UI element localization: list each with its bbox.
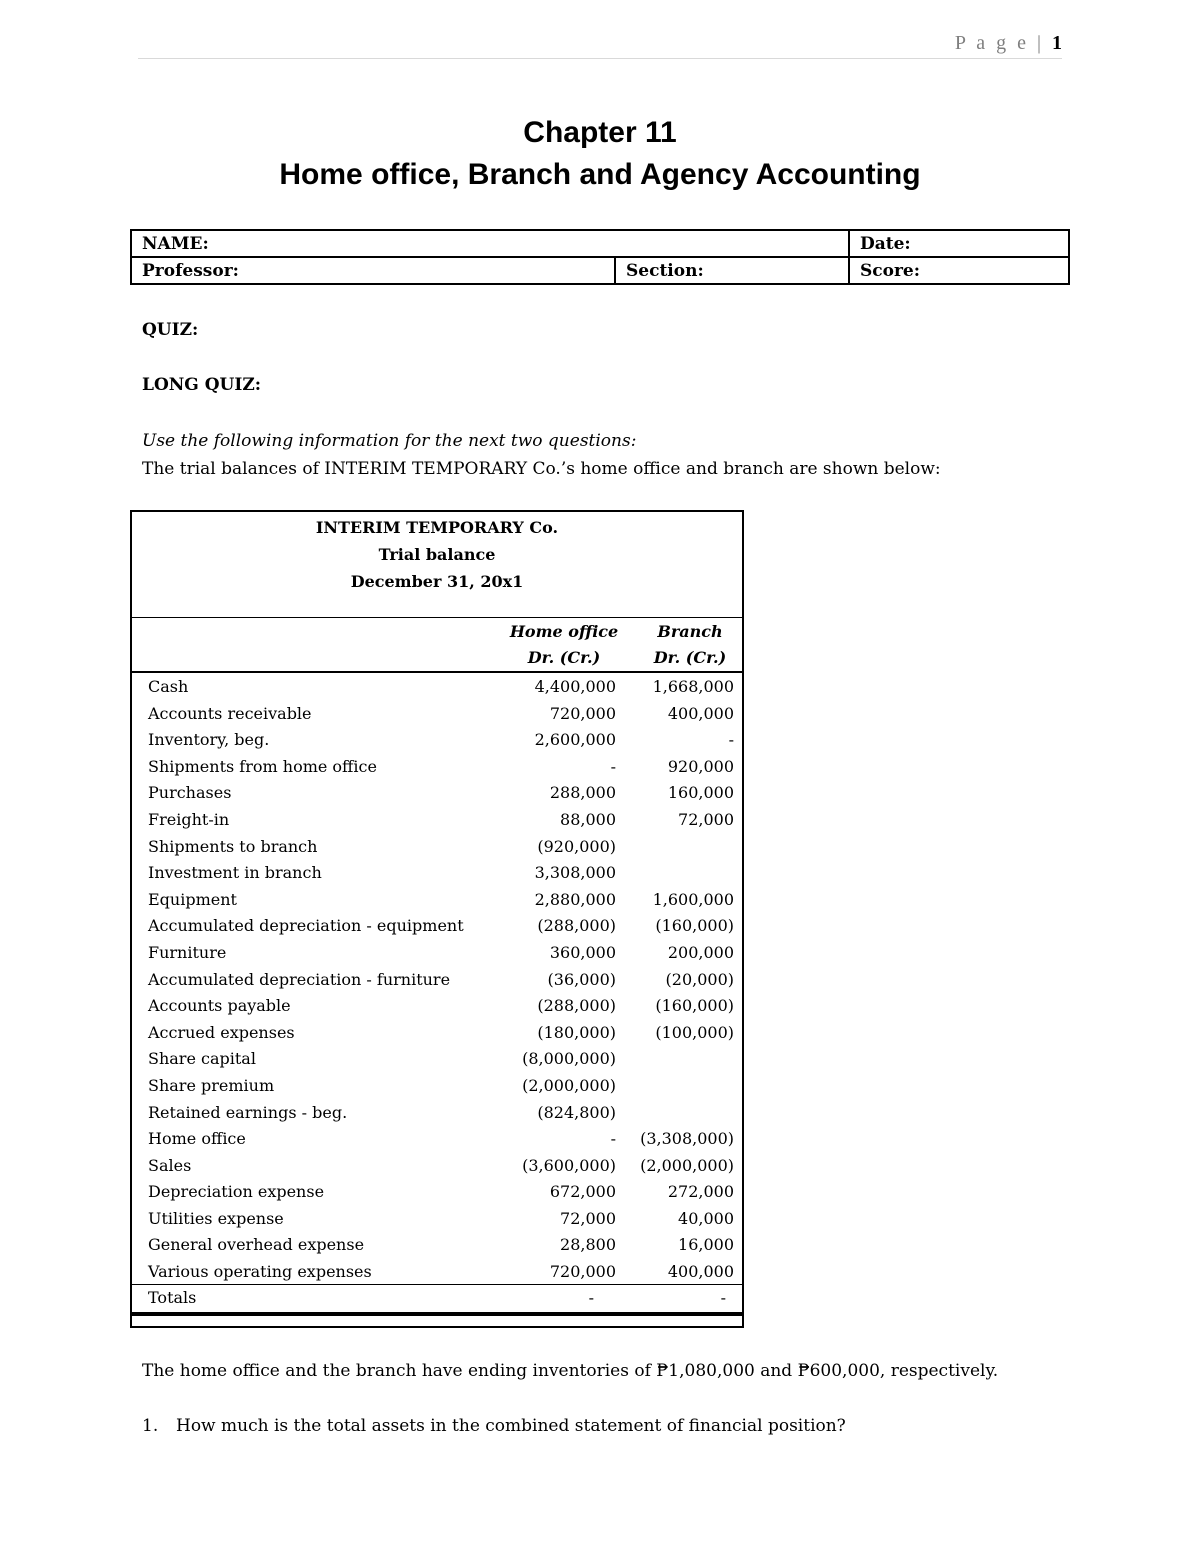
table-row xyxy=(132,701,742,728)
branch-amount: 400,000 xyxy=(667,1262,734,1282)
divider xyxy=(132,671,742,673)
account-name: Depreciation expense xyxy=(148,1182,325,1202)
table-row xyxy=(132,1020,742,1047)
student-info-table xyxy=(130,229,1070,285)
table-row xyxy=(132,913,742,940)
table-row xyxy=(132,1232,742,1259)
page-header xyxy=(138,30,1062,59)
account-name: Share capital xyxy=(148,1049,256,1069)
trial-balance-table xyxy=(130,510,744,1328)
section-field: Section: xyxy=(615,257,849,284)
branch-amount: (20,000) xyxy=(665,969,734,989)
trial-balance-rows xyxy=(132,674,742,1286)
question-1 xyxy=(142,1416,846,1436)
table-row xyxy=(132,1206,742,1233)
trial-balance-heading xyxy=(132,512,742,595)
account-name: Shipments from home office xyxy=(148,756,377,776)
account-name: Purchases xyxy=(148,783,232,803)
table-row xyxy=(132,1179,742,1206)
account-name: Inventory, beg. xyxy=(148,730,270,750)
home-office-amount: 72,000 xyxy=(560,1208,616,1228)
branch-amount: 72,000 xyxy=(678,809,734,829)
table-row xyxy=(132,780,742,807)
branch-amount: - xyxy=(728,730,734,750)
home-office-amount: (3,600,000) xyxy=(522,1155,616,1175)
account-name: Accumulated depreciation - equipment xyxy=(148,916,464,936)
question-number: 1. xyxy=(142,1416,159,1436)
totals-home: - xyxy=(588,1288,594,1307)
col-home-drcr: Dr. (Cr.) xyxy=(527,648,601,667)
account-name: Sales xyxy=(148,1155,192,1175)
home-office-amount: 2,600,000 xyxy=(534,730,616,750)
table-row xyxy=(132,754,742,781)
account-name: Accrued expenses xyxy=(148,1022,295,1042)
totals-branch: - xyxy=(720,1288,726,1307)
table-row xyxy=(132,1126,742,1153)
account-name: Various operating expenses xyxy=(148,1262,372,1282)
account-name: Retained earnings - beg. xyxy=(148,1102,348,1122)
home-office-amount: 720,000 xyxy=(549,1262,616,1282)
home-office-amount: 4,400,000 xyxy=(534,677,616,696)
table-row xyxy=(132,993,742,1020)
branch-amount: 1,668,000 xyxy=(652,677,734,696)
branch-amount: 16,000 xyxy=(678,1235,734,1255)
account-name: Shipments to branch xyxy=(148,836,318,856)
home-office-amount: 2,880,000 xyxy=(534,889,616,909)
col-branch: Branch xyxy=(657,622,723,641)
totals-row xyxy=(132,1285,742,1311)
table-row xyxy=(132,674,742,701)
account-name: General overhead expense xyxy=(148,1235,365,1255)
home-office-amount: (288,000) xyxy=(537,996,616,1016)
home-office-amount: - xyxy=(610,1129,616,1149)
home-office-amount: (920,000) xyxy=(537,836,616,856)
home-office-amount: 3,308,000 xyxy=(534,863,616,883)
account-name: Share premium xyxy=(148,1075,275,1095)
table-row xyxy=(132,967,742,994)
home-office-amount: - xyxy=(610,756,616,776)
home-office-amount: 672,000 xyxy=(549,1182,616,1202)
chapter-title: Chapter 11 xyxy=(523,116,677,149)
table-row xyxy=(132,1259,742,1286)
account-name: Accounts payable xyxy=(148,996,291,1016)
totals-label: Totals xyxy=(148,1288,197,1307)
account-name: Cash xyxy=(148,677,189,696)
quiz-heading: QUIZ: xyxy=(142,320,199,340)
account-name: Furniture xyxy=(148,942,227,962)
question-text: How much is the total assets in the combined statement of financial position? xyxy=(176,1416,846,1436)
home-office-amount: (288,000) xyxy=(537,916,616,936)
report-name: Trial balance xyxy=(378,545,496,564)
home-office-amount: 720,000 xyxy=(549,703,616,723)
divider xyxy=(132,617,742,618)
account-name: Accumulated depreciation - furniture xyxy=(148,969,451,989)
home-office-amount: 288,000 xyxy=(549,783,616,803)
branch-amount: 1,600,000 xyxy=(652,889,734,909)
account-name: Utilities expense xyxy=(148,1208,284,1228)
branch-amount: (160,000) xyxy=(655,996,734,1016)
branch-amount: (160,000) xyxy=(655,916,734,936)
account-name: Accounts receivable xyxy=(148,703,312,723)
long-quiz-heading: LONG QUIZ: xyxy=(142,375,262,395)
intro-statement: The trial balances of INTERIM TEMPORARY Co.’s home office and branch are shown below: xyxy=(142,459,941,479)
branch-amount: 200,000 xyxy=(667,942,734,962)
account-name: Investment in branch xyxy=(148,863,322,883)
page-number-value: 1 xyxy=(1052,32,1062,54)
chapter-subtitle: Home office, Branch and Agency Accounting xyxy=(279,158,921,191)
account-name: Equipment xyxy=(148,889,237,909)
table-row xyxy=(132,940,742,967)
home-office-amount: (824,800) xyxy=(537,1102,616,1122)
score-field: Score: xyxy=(849,257,1069,284)
home-office-amount: (8,000,000) xyxy=(522,1049,616,1069)
branch-amount: 40,000 xyxy=(678,1208,734,1228)
table-row xyxy=(132,1100,742,1127)
col-branch-drcr: Dr. (Cr.) xyxy=(653,648,727,667)
branch-amount: 920,000 xyxy=(667,756,734,776)
table-row xyxy=(132,834,742,861)
branch-amount: 272,000 xyxy=(667,1182,734,1202)
table-row xyxy=(132,1153,742,1180)
home-office-amount: (2,000,000) xyxy=(522,1075,616,1095)
double-underline xyxy=(132,1312,742,1316)
account-name: Freight-in xyxy=(148,809,230,829)
table-row xyxy=(132,860,742,887)
page-label: P a g e | xyxy=(954,32,1044,54)
instruction-text: Use the following information for the next two questions: xyxy=(142,431,637,451)
branch-amount: (3,308,000) xyxy=(640,1129,734,1149)
table-row xyxy=(132,887,742,914)
home-office-amount: 88,000 xyxy=(560,809,616,829)
table-row xyxy=(132,1046,742,1073)
home-office-amount: (36,000) xyxy=(547,969,616,989)
home-office-amount: 28,800 xyxy=(560,1235,616,1255)
inventory-note: The home office and the branch have ending inventories of ₱1,080,000 and ₱600,000, respectively. xyxy=(142,1361,999,1381)
date-field: Date: xyxy=(849,230,1069,257)
branch-amount: 400,000 xyxy=(667,703,734,723)
account-name: Home office xyxy=(148,1129,246,1149)
name-field: NAME: xyxy=(131,230,849,257)
home-office-amount: 360,000 xyxy=(549,942,616,962)
branch-amount: (2,000,000) xyxy=(640,1155,734,1175)
home-office-amount: (180,000) xyxy=(537,1022,616,1042)
title-block xyxy=(0,112,1200,196)
page-number xyxy=(955,32,1062,55)
column-headers xyxy=(132,619,742,671)
professor-field: Professor: xyxy=(131,257,615,284)
table-row xyxy=(132,727,742,754)
col-home-office: Home office xyxy=(509,622,619,641)
table-row xyxy=(132,1073,742,1100)
report-date: December 31, 20x1 xyxy=(350,572,524,591)
branch-amount: (100,000) xyxy=(655,1022,734,1042)
company-name: INTERIM TEMPORARY Co. xyxy=(315,518,559,537)
table-row xyxy=(132,807,742,834)
branch-amount: 160,000 xyxy=(667,783,734,803)
